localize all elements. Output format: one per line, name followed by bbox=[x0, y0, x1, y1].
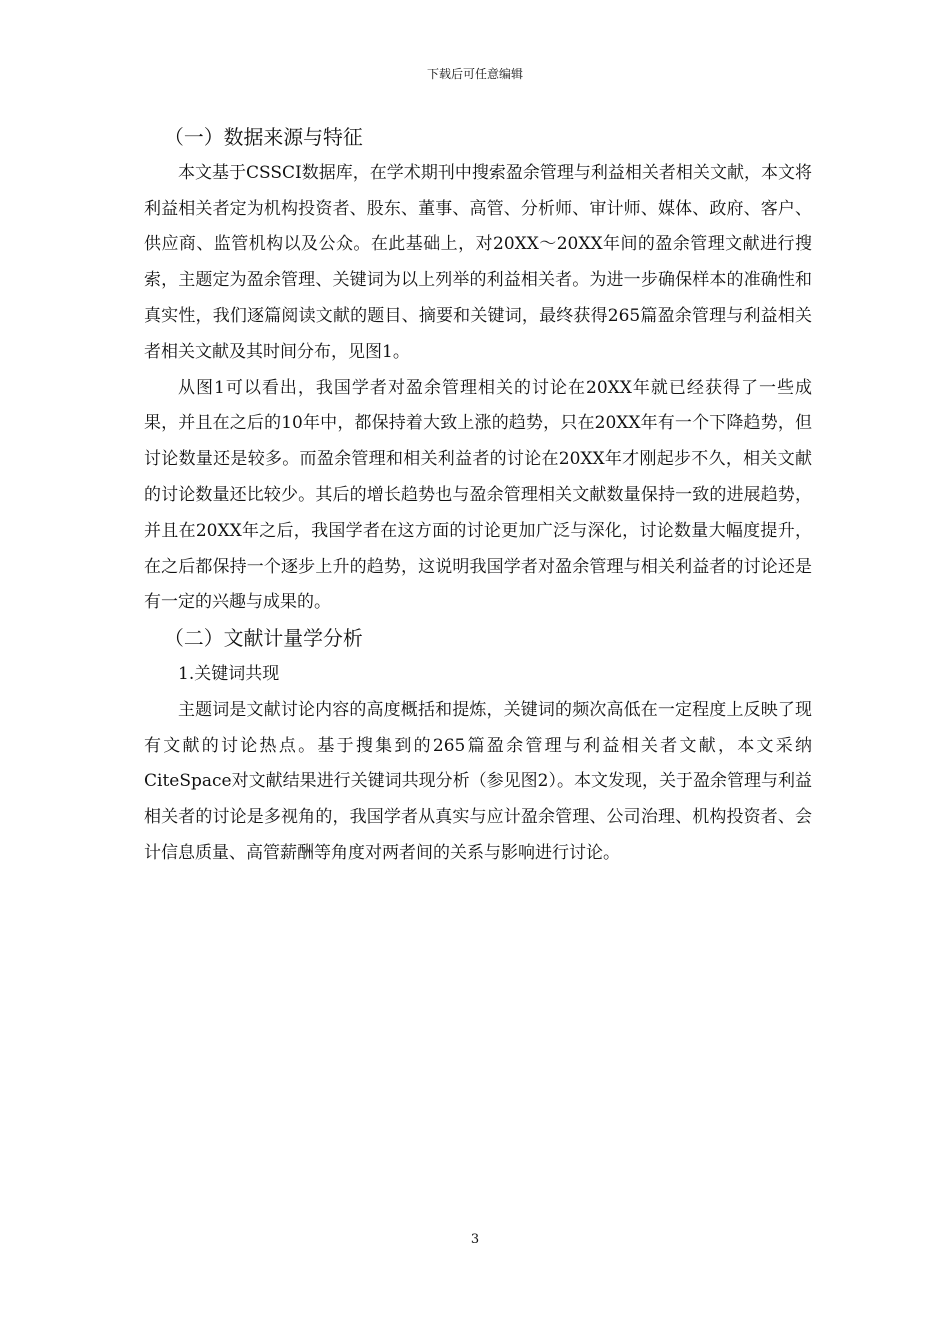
subheading-keyword-cooccurrence: 1.关键词共现 bbox=[178, 663, 280, 684]
page-header: 下载后可任意编辑 bbox=[426, 67, 523, 81]
section-heading-data-source: （一）数据来源与特征 bbox=[164, 126, 363, 149]
page-number: 3 bbox=[470, 1232, 480, 1247]
paragraph-trend-analysis: 从图1可以看出，我国学者对盈余管理相关的讨论在20XX年就已经获得了一些成果，并且在之后的10年中，都保持着大致上涨的趋势，只在20XX年有一个下降趋势，但讨论数量还是较多。而盈余管理和相关利益者的讨论在20XX年才刚起步不久，相关文献的讨论数量还比较少。其后的增长趋势也与盈余管理相关文献数量保持一致的进展趋势，并且在20XX年之后，我国学者在这方面的讨论更加广泛与深化，讨论数量大幅度提升，在之后都保持一个逐步上升的趋势，这说明我国学者对盈余管理与相关利益者的讨论还是有一定的兴趣与成果的。 bbox=[144, 377, 812, 613]
paragraph-keyword-analysis: 主题词是文献讨论内容的高度概括和提炼，关键词的频次高低在一定程度上反映了现有文献的讨论热点。基于搜集到的265篇盈余管理与利益相关者文献，本文采纳CiteSpace对文献结果进行关键词共现分析（参见图2）。本文发现，关于盈余管理与利益相关者的讨论是多视角的，我国学者从真实与应计盈余管理、公司治理、机构投资者、会计信息质量、高管薪酬等角度对两者间的关系与影响进行讨论。 bbox=[144, 699, 812, 863]
paragraph-data-source: 本文基于CSSCI数据库，在学术期刊中搜索盈余管理与利益相关者相关文献，本文将利益相关者定为机构投资者、股东、董事、高管、分析师、审计师、媒体、政府、客户、供应商、监管机构以及公众。在此基础上，对20XX～20XX年间的盈余管理文献进行搜索，主题定为盈余管理、关键词为以上列举的利益相关者。为进一步确保样本的准确性和真实性，我们逐篇阅读文献的题目、摘要和关键词，最终获得265篇盈余管理与利益相关者相关文献及其时间分布，见图1。 bbox=[144, 162, 812, 362]
section-heading-bibliometric: （二）文献计量学分析 bbox=[164, 627, 363, 651]
document-body bbox=[144, 120, 812, 872]
